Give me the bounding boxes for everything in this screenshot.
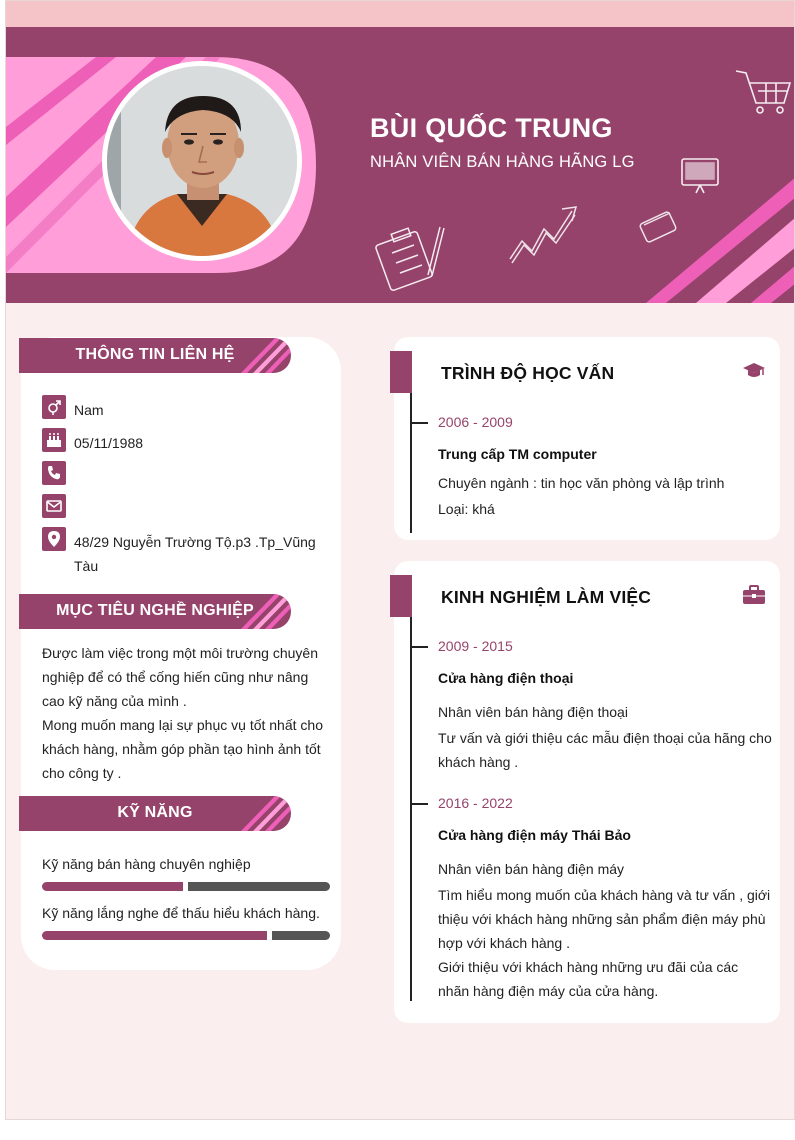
- education-grade: Loại: khá: [438, 501, 495, 517]
- resume-header: [6, 27, 795, 303]
- contact-gender: Nam: [74, 402, 104, 418]
- resume-page: [5, 0, 795, 1120]
- skill-label-2: Kỹ năng lắng nghe để thấu hiểu khách hàng.: [42, 905, 320, 921]
- trend-arrow-icon: [510, 207, 576, 263]
- experience-years-1: 2009 - 2015: [438, 638, 513, 654]
- education-section-title: TRÌNH ĐỘ HỌC VẤN: [441, 363, 615, 383]
- experience-timeline-tick-1: [410, 646, 428, 648]
- objective-section-title: MỤC TIÊU NGHỀ NGHIỆP: [56, 602, 254, 619]
- portrait-frame: [102, 61, 302, 261]
- email-icon: [42, 494, 66, 518]
- skill-bar-remaining: [188, 882, 330, 891]
- education-major: Chuyên ngành : tin học văn phòng và lập trình: [438, 475, 725, 491]
- skill-bar-fill: [42, 882, 183, 891]
- experience-card-tab: [390, 575, 412, 617]
- skills-section-banner: [19, 796, 291, 831]
- candidate-name: BÙI QUỐC TRUNG: [370, 113, 613, 143]
- phone-icon: [42, 461, 66, 485]
- location-pin-icon: [42, 527, 66, 551]
- monitor-icon: [682, 159, 718, 193]
- skill-label-1: Kỹ năng bán hàng chuyên nghiệp: [42, 856, 251, 872]
- experience-role-1: Nhân viên bán hàng điện thoại: [438, 704, 628, 720]
- portrait-photo: [107, 66, 297, 256]
- experience-company-1: Cửa hàng điện thoại: [438, 670, 574, 686]
- education-years: 2006 - 2009: [438, 414, 513, 430]
- experience-section-title: KINH NGHIỆM LÀM VIỆC: [441, 587, 652, 607]
- experience-role-2: Nhân viên bán hàng điện máy: [438, 861, 625, 877]
- contact-address: 48/29 Nguyễn Trường Tộ.p3 .Tp_Vũng Tàu: [74, 534, 316, 574]
- gender-icon: [42, 395, 66, 419]
- experience-timeline-line: [410, 617, 412, 1001]
- education-timeline-tick: [410, 422, 428, 424]
- briefcase-icon: [742, 583, 766, 612]
- experience-desc-2b: Giới thiệu với khách hàng những ưu đãi của các nhãn hàng điện máy của cửa hàng.: [438, 959, 739, 999]
- objective-section-banner: [19, 594, 291, 629]
- objective-paragraph-2: Mong muốn mang lại sự phục vụ tốt nhất cho khách hàng, nhằm góp phần tạo hình ảnh tốt cho công ty .: [42, 717, 323, 781]
- birthday-cake-icon: [42, 428, 66, 452]
- contact-birthday: 05/11/1988: [74, 435, 144, 451]
- experience-desc-1: Tư vấn và giới thiệu các mẫu điện thoại của hãng cho khách hàng .: [438, 730, 772, 770]
- education-card: [394, 337, 780, 540]
- education-timeline-line: [410, 393, 412, 533]
- skills-section-title: KỸ NĂNG: [117, 804, 193, 821]
- experience-timeline-tick-2: [410, 803, 428, 805]
- experience-years-2: 2016 - 2022: [438, 795, 513, 811]
- top-strip: [6, 1, 795, 27]
- candidate-job-title: NHÂN VIÊN BÁN HÀNG HÃNG LG: [370, 153, 635, 171]
- skill-bar-remaining: [272, 931, 330, 940]
- skill-bar-2: [42, 931, 330, 940]
- contact-section-banner: [19, 338, 291, 373]
- shopping-cart-icon: [736, 71, 790, 113]
- skill-bar-fill: [42, 931, 267, 940]
- graduation-cap-icon: [742, 359, 766, 388]
- skill-bar-1: [42, 882, 330, 891]
- clipboard-icon: [375, 227, 444, 291]
- education-school: Trung cấp TM computer: [438, 446, 597, 462]
- experience-card: [394, 561, 780, 1023]
- contact-section-title: THÔNG TIN LIÊN HỆ: [75, 346, 235, 363]
- experience-company-2: Cửa hàng điện máy Thái Bảo: [438, 827, 631, 843]
- experience-desc-2a: Tìm hiểu mong muốn của khách hàng và tư vấn , giới thiệu với khách hàng những sản phẩm điện máy phù hợp với khách hàng .: [438, 887, 771, 951]
- education-card-tab: [390, 351, 412, 393]
- objective-paragraph-1: Được làm việc trong một môi trường chuyên nghiệp để có thể cống hiến cũng như nâng cao kỹ năng của mình .: [42, 645, 318, 709]
- credit-card-icon: [639, 211, 676, 243]
